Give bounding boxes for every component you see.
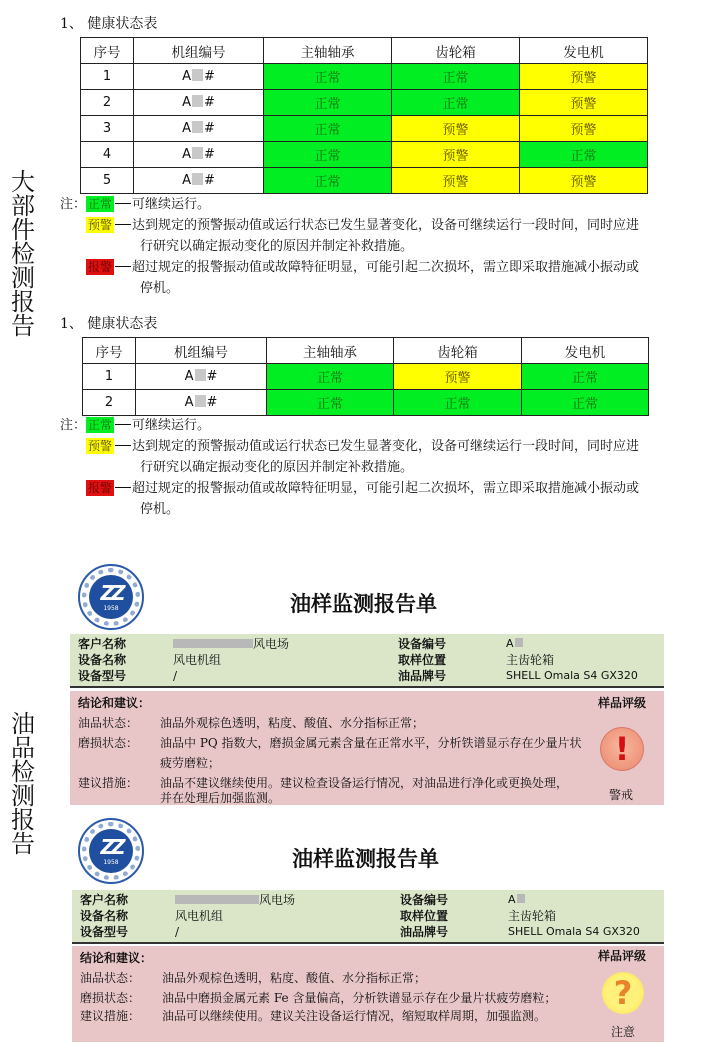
customer-value xyxy=(173,636,289,652)
logo-year: 1958 xyxy=(103,605,119,612)
unit-suffix: # xyxy=(204,147,215,162)
redacted-block xyxy=(192,121,203,133)
wear-state-label: 磨损状态： xyxy=(80,991,141,1005)
device-no-label: 设备编号 xyxy=(400,893,449,907)
unit-prefix: A xyxy=(182,121,191,136)
column-header: 机组编号 xyxy=(134,38,264,64)
unit-suffix: # xyxy=(204,121,215,136)
unit-prefix: A xyxy=(182,147,191,162)
status-generator: 正常 xyxy=(522,390,649,416)
legend-warning xyxy=(60,215,639,236)
exclamation-glyph: ! xyxy=(614,730,630,768)
logo-zz-icon: ZZ xyxy=(100,835,122,859)
unit-id xyxy=(134,142,264,168)
rating-label: 样品评级 xyxy=(598,949,647,963)
row-number: 5 xyxy=(81,168,134,194)
logo-year: 1958 xyxy=(103,859,119,866)
row-number: 3 xyxy=(81,116,134,142)
side-char: 告 xyxy=(11,830,35,858)
status-generator: 正常 xyxy=(520,142,648,168)
status-generator: 预警 xyxy=(520,90,648,116)
unit-suffix: # xyxy=(206,395,218,410)
measure-value: 油品不建议继续使用。建议检查设备运行情况，对油品进行净化或更换处理， xyxy=(160,776,569,790)
oil-brand-value: SHELL Omala S4 GX320 xyxy=(508,925,640,938)
row-number: 4 xyxy=(81,142,134,168)
side-char: 报 xyxy=(11,288,35,316)
side-char: 测 xyxy=(11,264,35,292)
customer-suffix: 风电场 xyxy=(253,637,290,651)
redacted-block xyxy=(195,395,206,407)
section-title: 1、 健康状态表 xyxy=(60,316,158,332)
device-model-value: / xyxy=(175,925,180,939)
redacted-block xyxy=(192,173,203,185)
column-header: 主轴轴承 xyxy=(264,38,392,64)
health-status-table xyxy=(80,37,648,194)
legend-text: 行研究以确定振动变化的原因并制定补救措施。 xyxy=(140,460,414,475)
legend-warning-cont xyxy=(60,236,639,257)
status-generator: 正常 xyxy=(522,364,649,390)
legend-text: 可继续运行。 xyxy=(132,418,211,433)
legend-normal xyxy=(60,415,639,436)
report-info-panel xyxy=(72,890,664,944)
device-model-value: / xyxy=(173,669,178,683)
table-header-row xyxy=(81,38,648,64)
rating-label: 样品评级 xyxy=(598,696,647,710)
table-row xyxy=(81,64,648,90)
status-main-bearing: 正常 xyxy=(267,390,394,416)
status-gearbox: 正常 xyxy=(392,64,520,90)
unit-prefix: A xyxy=(184,395,194,410)
legend-text: 达到规定的预警振动值或运行状态已发生显著变化，设备可继续运行一段时间，同时应进 xyxy=(132,218,640,233)
side-char: 检 xyxy=(11,240,35,268)
report-title: 油样监测报告单 xyxy=(292,847,439,871)
redacted-block xyxy=(173,639,253,648)
oil-brand-value: SHELL Omala S4 GX320 xyxy=(506,669,638,682)
status-gearbox: 预警 xyxy=(394,364,522,390)
wear-state-value-cont: 疲劳磨粒； xyxy=(160,756,221,770)
wear-state-value: 油品中磨损金属元素 Fe 含量偏高，分析铁谱显示存在少量片状疲劳磨粒； xyxy=(162,991,557,1005)
side-char: 报 xyxy=(11,806,35,834)
status-gearbox: 正常 xyxy=(392,90,520,116)
column-header: 齿轮箱 xyxy=(394,338,522,364)
side-char: 油 xyxy=(11,710,35,738)
conclusion-heading: 结论和建议： xyxy=(80,951,153,965)
sample-pos-value: 主齿轮箱 xyxy=(508,909,557,923)
legend-chip-warning: 预警 xyxy=(88,218,113,232)
column-header: 齿轮箱 xyxy=(392,38,520,64)
status-main-bearing: 正常 xyxy=(264,116,392,142)
row-number: 2 xyxy=(83,390,136,416)
report-info-panel xyxy=(70,634,664,688)
legend-dash xyxy=(115,445,131,446)
customer-suffix: 风电场 xyxy=(259,893,296,907)
legend-text: 超过规定的报警振动值或故障特征明显，可能引起二次损坏，需立即采取措施减小振动或 xyxy=(132,481,640,496)
logo-emblem xyxy=(89,575,133,619)
table-row xyxy=(81,116,648,142)
table-row xyxy=(81,168,648,194)
unit-prefix: A xyxy=(182,69,191,84)
conclusion-panel xyxy=(70,691,664,805)
legend-text: 达到规定的预警振动值或运行状态已发生显著变化，设备可继续运行一段时间，同时应进 xyxy=(132,439,640,454)
column-header: 机组编号 xyxy=(136,338,267,364)
unit-prefix: A xyxy=(182,173,191,188)
table-header-row xyxy=(83,338,649,364)
oil-state-label: 油品状态： xyxy=(80,971,141,985)
oil-brand-label: 油品牌号 xyxy=(398,669,447,683)
wear-state-value: 油品中 PQ 指数大，磨损金属元素含量在正常水平，分析铁谱显示存在少量片状 xyxy=(160,736,582,750)
sample-pos-label: 取样位置 xyxy=(398,653,447,667)
measure-value-cont: 并在处理后加强监测。 xyxy=(160,791,281,805)
report-title: 油样监测报告单 xyxy=(290,592,437,616)
status-main-bearing: 正常 xyxy=(267,364,394,390)
status-gearbox: 预警 xyxy=(392,168,520,194)
unit-suffix: # xyxy=(204,69,215,84)
unit-suffix: # xyxy=(206,369,218,384)
status-main-bearing: 正常 xyxy=(264,142,392,168)
status-gearbox: 预警 xyxy=(392,142,520,168)
status-legend xyxy=(60,194,639,299)
unit-suffix: # xyxy=(204,173,215,188)
legend-text: 停机。 xyxy=(140,281,180,296)
device-name-value: 风电机组 xyxy=(175,909,224,923)
sample-pos-label: 取样位置 xyxy=(400,909,449,923)
column-header: 发电机 xyxy=(522,338,649,364)
table-row xyxy=(81,90,648,116)
status-generator: 预警 xyxy=(520,168,648,194)
side-char: 检 xyxy=(11,758,35,786)
side-char: 大 xyxy=(11,168,35,196)
logo-zz-icon: ZZ xyxy=(100,581,122,605)
device-name-value: 风电机组 xyxy=(173,653,222,667)
legend-alarm xyxy=(60,257,639,278)
unit-id xyxy=(134,90,264,116)
status-legend xyxy=(60,415,639,520)
conclusion-heading: 结论和建议： xyxy=(78,696,151,710)
legend-dash xyxy=(115,203,131,204)
unit-prefix: A xyxy=(184,369,194,384)
redacted-block xyxy=(192,69,203,81)
rating-value: 警戒 xyxy=(609,788,634,802)
attention-question-icon xyxy=(602,972,644,1014)
legend-text: 超过规定的报警振动值或故障特征明显，可能引起二次损坏，需立即采取措施减小振动或 xyxy=(132,260,640,275)
status-gearbox: 正常 xyxy=(394,390,522,416)
legend-chip-normal: 正常 xyxy=(88,197,113,211)
redacted-block xyxy=(515,638,523,647)
column-header: 序号 xyxy=(81,38,134,64)
row-number: 2 xyxy=(81,90,134,116)
device-name-label: 设备名称 xyxy=(80,909,129,923)
status-gearbox: 预警 xyxy=(392,116,520,142)
status-generator: 预警 xyxy=(520,116,648,142)
section-title: 1、 健康状态表 xyxy=(60,16,158,32)
institute-logo xyxy=(78,564,144,630)
redacted-block xyxy=(192,147,203,159)
legend-text: 可继续运行。 xyxy=(132,197,211,212)
legend-warning xyxy=(60,436,639,457)
side-char: 部 xyxy=(11,192,35,220)
wear-state-label: 磨损状态： xyxy=(78,736,139,750)
legend-chip-alarm: 报警 xyxy=(88,481,113,495)
unit-suffix: # xyxy=(204,95,215,110)
status-main-bearing: 正常 xyxy=(264,168,392,194)
legend-chip-alarm: 报警 xyxy=(88,260,113,274)
conclusion-panel xyxy=(72,946,664,1042)
legend-dash xyxy=(115,487,131,488)
legend-warning-cont xyxy=(60,457,639,478)
oil-state-label: 油品状态： xyxy=(78,716,139,730)
redacted-block xyxy=(175,895,259,904)
question-glyph: ? xyxy=(613,974,633,1012)
legend-dash xyxy=(115,266,131,267)
legend-prefix: 注： xyxy=(60,418,87,433)
side-label-oil xyxy=(8,712,38,856)
unit-id xyxy=(136,364,267,390)
table-row xyxy=(83,390,649,416)
unit-prefix: A xyxy=(182,95,191,110)
redacted-block xyxy=(517,894,525,903)
legend-alarm xyxy=(60,478,639,499)
legend-dash xyxy=(115,424,131,425)
institute-logo xyxy=(78,818,144,884)
redacted-block xyxy=(192,95,203,107)
row-number: 1 xyxy=(81,64,134,90)
side-char: 品 xyxy=(11,734,35,762)
legend-alarm-cont xyxy=(60,278,639,299)
column-header: 发电机 xyxy=(520,38,648,64)
redacted-block xyxy=(195,369,206,381)
oil-brand-label: 油品牌号 xyxy=(400,925,449,939)
row-number: 1 xyxy=(83,364,136,390)
device-no-value xyxy=(506,636,523,652)
device-name-label: 设备名称 xyxy=(78,653,127,667)
device-no-prefix: A xyxy=(508,893,516,906)
customer-label: 客户名称 xyxy=(78,637,127,651)
table-row xyxy=(81,142,648,168)
measure-value: 油品可以继续使用。建议关注设备运行情况，缩短取样周期，加强监测。 xyxy=(162,1009,547,1023)
unit-id xyxy=(134,116,264,142)
device-model-label: 设备型号 xyxy=(78,669,127,683)
measure-label: 建议措施： xyxy=(80,1009,141,1023)
legend-text: 行研究以确定振动变化的原因并制定补救措施。 xyxy=(140,239,414,254)
legend-chip-normal: 正常 xyxy=(88,418,113,432)
status-generator: 预警 xyxy=(520,64,648,90)
rating-value: 注意 xyxy=(611,1025,636,1039)
device-model-label: 设备型号 xyxy=(80,925,129,939)
alarm-exclamation-icon xyxy=(600,727,644,771)
health-status-table xyxy=(82,337,649,416)
side-char: 告 xyxy=(11,312,35,340)
logo-emblem xyxy=(89,829,133,873)
legend-alarm-cont xyxy=(60,499,639,520)
customer-value xyxy=(175,892,295,908)
unit-id xyxy=(136,390,267,416)
side-char: 件 xyxy=(11,216,35,244)
side-label-major-parts xyxy=(8,170,38,338)
status-main-bearing: 正常 xyxy=(264,64,392,90)
legend-dash xyxy=(115,224,131,225)
device-no-prefix: A xyxy=(506,637,514,650)
legend-chip-warning: 预警 xyxy=(88,439,113,453)
device-no-label: 设备编号 xyxy=(398,637,447,651)
column-header: 序号 xyxy=(83,338,136,364)
column-header: 主轴轴承 xyxy=(267,338,394,364)
legend-normal xyxy=(60,194,639,215)
oil-state-value: 油品外观棕色透明，粘度、酸值、水分指标正常； xyxy=(160,716,425,730)
status-main-bearing: 正常 xyxy=(264,90,392,116)
table-row xyxy=(83,364,649,390)
customer-label: 客户名称 xyxy=(80,893,129,907)
unit-id xyxy=(134,168,264,194)
oil-state-value: 油品外观棕色透明，粘度、酸值、水分指标正常； xyxy=(162,971,427,985)
legend-text: 停机。 xyxy=(140,502,180,517)
device-no-value xyxy=(508,892,525,908)
sample-pos-value: 主齿轮箱 xyxy=(506,653,555,667)
measure-label: 建议措施： xyxy=(78,776,139,790)
legend-prefix: 注： xyxy=(60,197,87,212)
unit-id xyxy=(134,64,264,90)
side-char: 测 xyxy=(11,782,35,810)
